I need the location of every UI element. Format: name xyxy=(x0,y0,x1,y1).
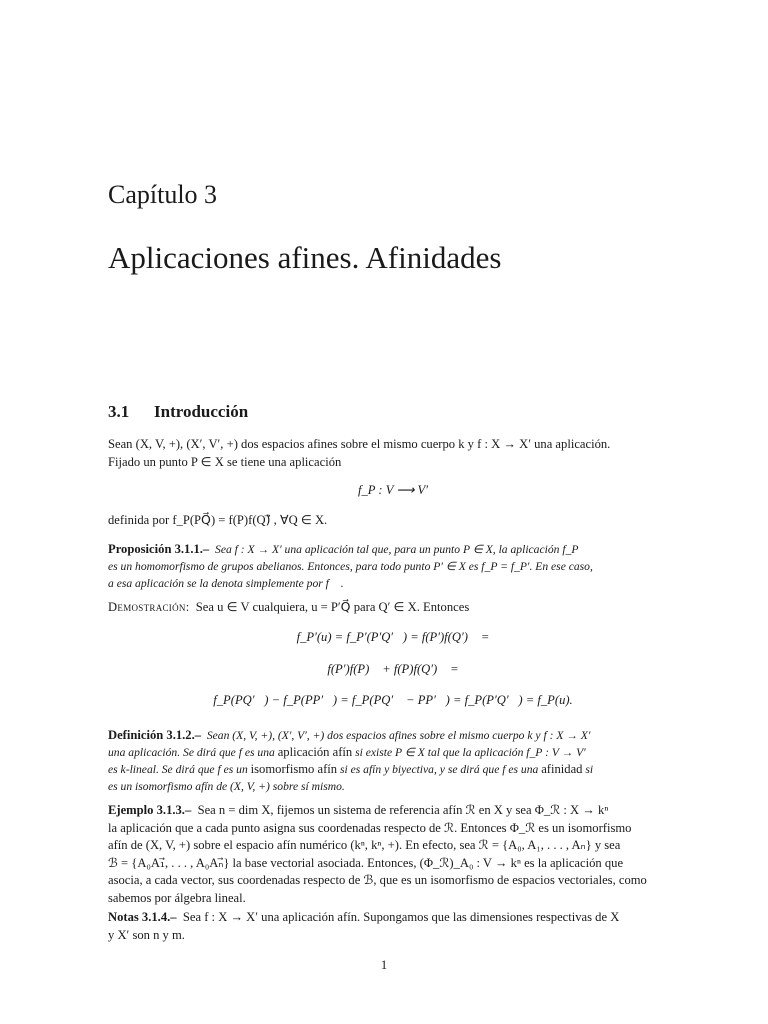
chapter-title: Aplicaciones afines. Afinidades xyxy=(108,240,502,275)
proposition-head: Proposición 3.1.1.– xyxy=(108,542,210,556)
notes-head: Notas 3.1.4.– xyxy=(108,910,177,924)
example xyxy=(108,802,678,907)
definition-line-1: Sean (X, V, +), (X′, V′, +) dos espacios afines sobre el mismo cuerpo k y f : X → X′ xyxy=(206,729,591,742)
definition xyxy=(108,727,678,795)
notes-line-2: y X′ son n y m. xyxy=(108,927,185,942)
proposition-line-2: es un homomorfismo de grupos abelianos. Entonces, para todo punto P′ ∈ X es f_P = f_P′. En ese caso, xyxy=(108,560,593,573)
section-number: 3.1 xyxy=(108,402,130,421)
proposition-line-1: Sea f : X → X′ una aplicación tal que, para un punto P ∈ X, la aplicación f_P xyxy=(215,543,579,556)
intro-line-2: Fijado un punto P ∈ X se tiene una aplicación xyxy=(108,454,342,469)
section-title: Introducción xyxy=(154,402,249,421)
demonstration-equation-3: f_P(PQ′⃗) − f_P(PP′⃗) = f_P(PQ′⃗ − PP′⃗) = f_P(P′Q′⃗) = f_P(u). xyxy=(213,693,573,707)
intro-definida: definida por f_P(PQ⃗) = f(P)f(Q)⃗ , ∀Q ∈ X. xyxy=(108,513,328,527)
page-number: 1 xyxy=(380,958,388,972)
intro-paragraph xyxy=(108,436,678,471)
demonstration-equation-2: f(P′)f(P)⃗ + f(P)f(Q′)⃗ = xyxy=(327,662,459,676)
definition-head: Definición 3.1.2.– xyxy=(108,728,202,742)
term-afinidad: afinidad xyxy=(541,762,583,776)
definition-line-2a: una aplicación. Se dirá que f es una xyxy=(108,746,275,759)
section-heading xyxy=(108,402,248,422)
term-aplicacion-afin: aplicación afín xyxy=(277,745,353,759)
example-line-3: afín de (X, V, +) sobre el espacio afín numérico (kⁿ, kⁿ, +). En efecto, sea ℛ = {A₀, A₁, . . . , Aₙ} y sea xyxy=(108,838,621,852)
proposition-line-3: a esa aplicación se la denota simplemente por f⃗ . xyxy=(108,577,344,590)
demonstration-text: Sea u ∈ V cualquiera, u = P′Q⃗ para Q′ ∈ X. Entonces xyxy=(195,600,470,614)
example-line-1: Sea n = dim X, fijemos un sistema de referencia afín ℛ en X y sea Φ_ℛ : X → kⁿ xyxy=(197,803,609,817)
notes-line-1: Sea f : X → X′ una aplicación afín. Supongamos que las dimensiones respectivas de X xyxy=(182,910,620,924)
notes xyxy=(108,909,678,944)
definition-line-3a: es k-lineal. Se dirá que f es un xyxy=(108,763,248,776)
definition-line-4: es un isomorfismo afín de (X, V, +) sobre sí mismo. xyxy=(108,780,345,793)
intro-formula: f_P : V ⟶ V′ xyxy=(357,483,428,497)
definition-line-3e: si xyxy=(585,763,594,776)
proposition xyxy=(108,541,678,592)
example-line-4: ℬ = {A₀A₁⃗, . . . , A₀Aₙ⃗} la base vectorial asociada. Entonces, (Φ_ℛ)_A₀ : V → kⁿ es la aplicación que xyxy=(108,855,624,870)
demonstration-head: Demostración: xyxy=(108,600,190,614)
definition-line-3c: si es afín y biyectiva, y se dirá que f es una xyxy=(339,763,539,776)
example-line-2: la aplicación que a cada punto asigna sus coordenadas respecto de ℛ. Entonces Φ_ℛ es un isomorfismo xyxy=(108,820,632,835)
intro-line-1: Sean (X, V, +), (X′, V′, +) dos espacios afines sobre el mismo cuerpo k y f : X → X′ una aplicación. xyxy=(108,437,611,451)
chapter-label: Capítulo 3 xyxy=(108,180,218,209)
demonstration xyxy=(108,599,678,617)
definition-line-2c: si existe P ∈ X tal que la aplicación f_P : V → V′ xyxy=(355,746,586,759)
term-isomorfismo-afin: isomorfismo afín xyxy=(250,762,338,776)
example-head: Ejemplo 3.1.3.– xyxy=(108,803,192,817)
example-line-5: asocia, a cada vector, sus coordenadas respecto de ℬ, que es un isomorfismo de espacios vectoriales, como xyxy=(108,873,647,887)
demonstration-equation-1: f_P′(u) = f_P′(P′Q′⃗) = f(P′)f(Q′)⃗ = xyxy=(296,630,490,644)
example-line-6: sabemos por álgebra lineal. xyxy=(108,890,246,905)
